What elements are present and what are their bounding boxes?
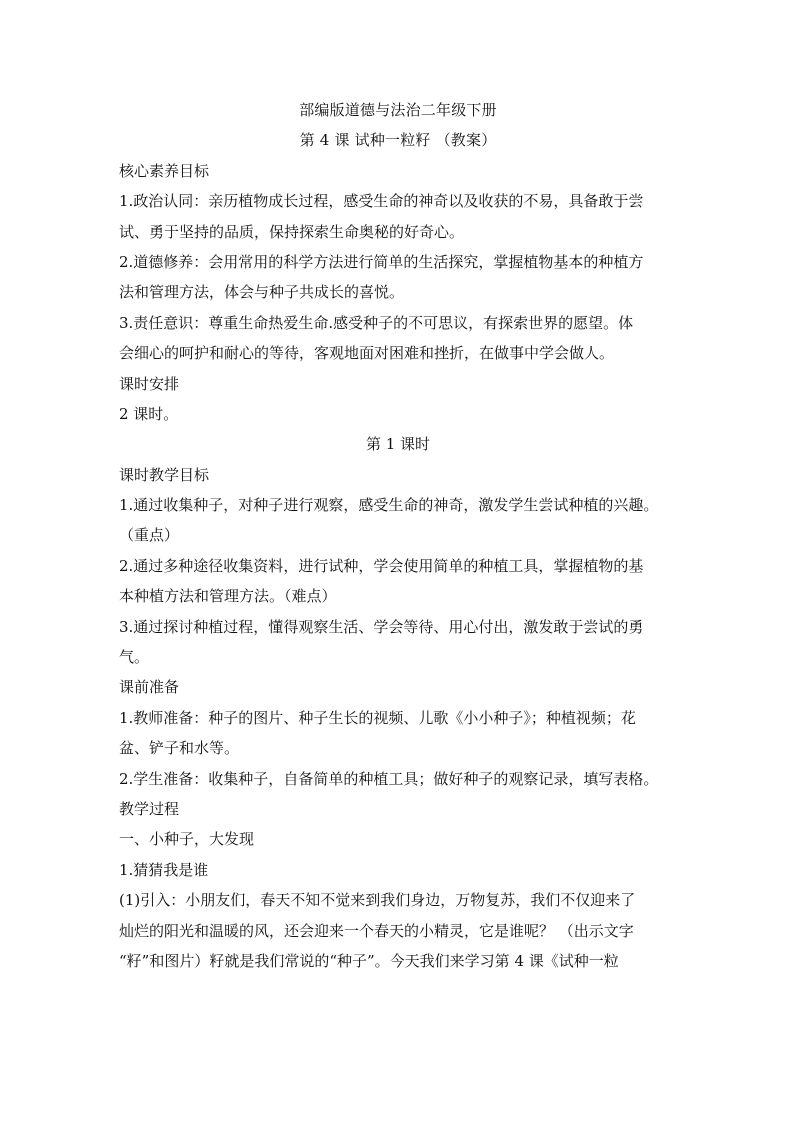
paragraph-line: 盆、铲子和水等。	[119, 739, 240, 758]
section-heading-schedule: 课时安排	[119, 374, 180, 393]
paragraph-line: 3.通过探讨种植过程，懂得观察生活、学会等待、用心付出，激发敢于尝试的勇	[119, 617, 644, 636]
paragraph-line: 2 课时。	[119, 404, 179, 423]
paragraph-line: 试、勇于坚持的品质，保持探索生命奥秘的好奇心。	[119, 222, 465, 241]
paragraph-line: 3.责任意识：尊重生命热爱生命.感受种子的不可思议，有探索世界的愿望。体	[119, 313, 634, 332]
paragraph-line: (1)引入：小朋友们，春天不知不觉来到我们身边，万物复苏，我们不仅迎来了	[119, 891, 636, 910]
paragraph-line: 本种植方法和管理方法。（难点）	[119, 587, 337, 606]
paragraph-line: 1.政治认同：亲历植物成长过程，感受生命的神奇以及收获的不易，具备敢于尝	[119, 192, 644, 211]
section-heading-core-goals: 核心素养目标	[119, 161, 210, 180]
paragraph-line: 2.道德修养：会用常用的科学方法进行简单的生活探究，掌握植物基本的种植方	[119, 252, 644, 271]
section-heading-lesson-1: 第 1 课时	[365, 435, 431, 454]
paragraph-line: 灿烂的阳光和温暖的风，还会迎来一个春天的小精灵，它是谁呢？ （出示文字	[119, 921, 634, 940]
paragraph-line: 1.教师准备：种子的图片、种子生长的视频、儿歌《小小种子》；种植视频；花	[119, 708, 636, 727]
paragraph-line: 气。	[119, 648, 150, 667]
lesson-title: 第 4 课 试种一粒籽 （教案）	[299, 131, 497, 150]
paragraph-line: 法和管理方法，体会与种子共成长的喜悦。	[119, 283, 405, 302]
section-heading-process: 教学过程	[119, 799, 180, 818]
paragraph-line: 2.学生准备：收集种子，自备简单的种植工具；做好种子的观察记录，填写表格。	[119, 769, 659, 788]
document-page	[119, 95, 677, 976]
subheading-line: 1.猜猜我是谁	[119, 860, 209, 879]
paragraph-line: “籽”和图片）籽就是我们常说的“种子”。今天我们来学习第 4 课《试种一粒	[119, 951, 619, 970]
paragraph-line: （重点）	[119, 526, 180, 545]
section-heading-preparation: 课前准备	[119, 678, 180, 697]
subheading-line: 一、小种子，大发现	[119, 830, 255, 849]
paragraph-line: 会细心的呵护和耐心的等待，客观地面对困难和挫折，在做事中学会做人。	[119, 344, 615, 363]
document-title: 部编版道德与法治二年级下册	[299, 101, 497, 119]
section-heading-lesson-goals: 课时教学目标	[119, 465, 210, 484]
paragraph-line: 1.通过收集种子，对种子进行观察，感受生命的神奇，激发学生尝试种植的兴趣。	[119, 496, 659, 515]
paragraph-line: 2.通过多种途径收集资料，进行试种，学会使用简单的种植工具，掌握植物的基	[119, 556, 644, 575]
